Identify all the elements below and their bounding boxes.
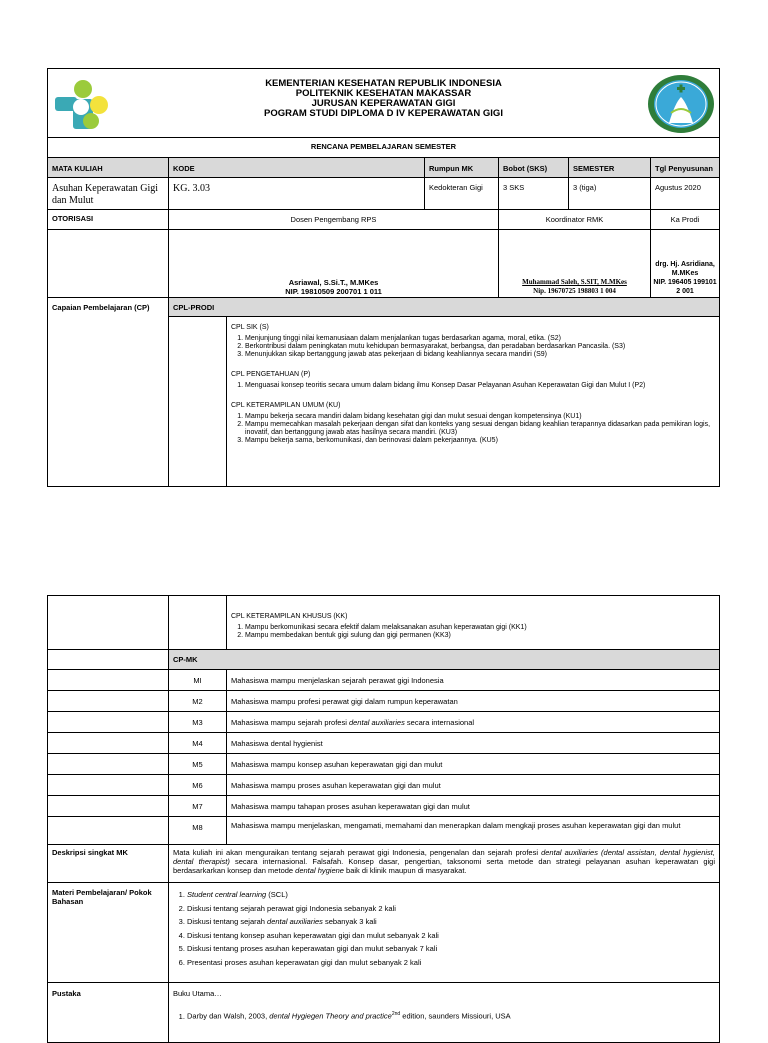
page-1 [0, 0, 768, 490]
text: secara internasional. Falsafah. Konsep dasar, pengertian, taksonomi serta metode dan strategi pelayanan asuhan keperawatan gigi berdasarkarkan konsep dan metode [173, 857, 715, 875]
label-materi: Materi Pembelajaran/ Pokok Bahasan [48, 883, 169, 983]
left-spacer [48, 691, 169, 712]
label-rumpun: Rumpun MK [425, 158, 499, 178]
text: Darby dan Walsh, 2003, [187, 1011, 270, 1021]
cpmk-text: Mahasiswa dental hygienist [227, 733, 720, 754]
cpl-kk-title: CPL KETERAMPILAN KHUSUS (KK) [231, 613, 348, 620]
text: dental Hygiegen Theory and practice [269, 1011, 392, 1021]
text: baik di klinik maupun di masyarakat. [343, 866, 467, 875]
label-deskripsi: Deskripsi singkat MK [48, 845, 169, 883]
label-kode: KODE [169, 158, 425, 178]
text: sebanyak 3 kali [322, 917, 377, 926]
cp-spacer [169, 317, 227, 487]
cpmk-code: M7 [169, 796, 227, 817]
left-spacer [48, 670, 169, 691]
text: secara internasional [404, 718, 475, 727]
cpl-ku-list [231, 413, 715, 445]
cpl-ku-title: CPL KETERAMPILAN UMUM (KU) [231, 402, 341, 409]
cpmk-code: M5 [169, 754, 227, 775]
left-spacer [48, 733, 169, 754]
mid-spacer [169, 596, 227, 650]
role-dosen: Dosen Pengembang RPS [169, 210, 499, 230]
left-spacer [48, 754, 169, 775]
value-semester: 3 (tiga) [569, 178, 651, 210]
cpmk-heading: CP-MK [169, 650, 720, 670]
institution-header [48, 69, 720, 138]
list-item: 2. Mampu memecahkan masalah pekerjaan dengan sifat dan konteks yang sesuai dengan bidang keahlian terapannya didasarkan pada pemikiran logis, inovatif, dan bertanggung jawab atas hasilnya secara mandiri. (KU3) [245, 421, 715, 437]
otorisasi-spacer [48, 230, 169, 298]
left-spacer [48, 817, 169, 845]
signer-name-2: Muhammad Saleh, S.SIT, M.MKes [522, 278, 627, 286]
list-item: 1. Mampu bekerja secara mandiri dalam bidang kesehatan gigi dan mulut sesuai dengan kompetensinya (KU1) [245, 413, 715, 421]
deskripsi-text [169, 845, 720, 883]
cpmk-code: M8 [169, 817, 227, 845]
list-item: 2. Mampu membedakan bentuk gigi sulung dan gigi permanen (KK3) [245, 632, 715, 640]
list-item: 6. Presentasi proses asuhan keperawatan gigi dan mulut sebanyak 2 kali [187, 956, 715, 970]
value-bobot: 3 SKS [499, 178, 569, 210]
cpmk-code: M3 [169, 712, 227, 733]
label-mata-kuliah: MATA KULIAH [48, 158, 169, 178]
value-mata-kuliah: Asuhan Keperawatan Gigi dan Mulut [48, 178, 169, 210]
rps-continuation-table [47, 595, 720, 1043]
doc-title: RENCANA PEMBELAJARAN SEMESTER [48, 138, 720, 158]
label-tgl: Tgl Penyusunan [651, 158, 720, 178]
institution-name [48, 79, 719, 119]
signer-nip-2: Nip. 19670725 198803 1 004 [533, 287, 616, 295]
left-spacer [48, 650, 169, 670]
header-line-2: POLITEKNIK KESEHATAN MAKASSAR [295, 88, 472, 99]
value-kode: KG. 3.03 [169, 178, 425, 210]
text: dental auxiliaries [348, 718, 405, 727]
text: Student central learning [187, 890, 267, 899]
role-kaprodi: Ka Prodi [651, 210, 720, 230]
label-cp: Capaian Pembelajaran (CP) [48, 298, 169, 487]
text: 2nd [391, 1011, 401, 1017]
signature-dosen [169, 230, 499, 298]
list-item: 3. Mampu bekerja sama, berkomunikasi, dan berinovasi dalam pekerjaannya. (KU5) [245, 437, 715, 445]
cpmk-text: Mahasiswa mampu profesi perawat gigi dalam rumpun keperawatan [227, 691, 720, 712]
pustaka-utama: Buku Utama… [173, 989, 222, 998]
signature-koordinator [499, 230, 651, 298]
list-item: 2. Diskusi tentang sejarah perawat gigi Indonesia sebanyak 2 kali [187, 902, 715, 916]
cpl-content-1 [227, 317, 720, 487]
list-item: 1. Menguasai konsep teoritis secara umum dalam bidang ilmu Konsep Dasar Pelayanan Asuhan Keperawatan Gigi dan Mulut I (P2) [245, 382, 715, 390]
role-koordinator: Koordinator RMK [499, 210, 651, 230]
left-spacer [48, 712, 169, 733]
cpl-sik-title: CPL SIK (S) [231, 324, 269, 331]
signer-nip-1: NIP. 19810509 200701 1 011 [285, 287, 382, 296]
pustaka-cell [169, 983, 720, 1043]
value-tgl: Agustus 2020 [651, 178, 720, 210]
text: edition, saunders Missiouri, USA [400, 1011, 511, 1021]
signer-name-3: drg. Hj. Asridiana, M.MKes [655, 261, 715, 277]
cpmk-text [227, 712, 720, 733]
text: dental auxiliaries (dental assistan, dental hygienist, dental therapist) [173, 848, 715, 866]
cpmk-code: M6 [169, 775, 227, 796]
list-item: 5. Diskusi tentang proses asuhan keperawatan gigi dan mulut sebanyak 7 kali [187, 942, 715, 956]
list-item: 1. Mampu berkomunikasi secara efektif dalam melaksanakan asuhan keperawatan gigi (KK1) [245, 624, 715, 632]
list-item: 3. Menunjukkan sikap bertanggung jawab atas pekerjaan di bidang keahliannya secara mandiri (S9) [245, 351, 715, 359]
text: Diskusi tentang sejarah [187, 917, 268, 926]
poltekkes-seal-icon [645, 73, 717, 135]
cpl-prodi-heading: CPL-PRODI [169, 298, 720, 317]
text: Mata kuliah ini akan menguraikan tentang sejarah perawat gigi Indonesia, pengenalan dan sejarah profesi [173, 848, 542, 857]
cpmk-code: MI [169, 670, 227, 691]
text: Mahasiswa mampu sejarah profesi [231, 718, 349, 727]
cpl-kk-list [231, 624, 715, 640]
page-2 [0, 590, 768, 1024]
header-line-4: POGRAM STUDI DIPLOMA D IV KEPERAWATAN GIGI [264, 108, 503, 119]
value-rumpun: Kedokteran Gigi [425, 178, 499, 210]
cpl-sik-list [231, 335, 715, 359]
list-item [187, 915, 715, 929]
pustaka-list [173, 1010, 715, 1021]
label-otorisasi: OTORISASI [48, 210, 169, 230]
label-pustaka: Pustaka [48, 983, 169, 1043]
header-line-1: KEMENTERIAN KESEHATAN REPUBLIK INDONESIA [265, 78, 502, 89]
left-spacer [48, 775, 169, 796]
cpmk-text: Mahasiswa mampu menjelaskan, mengamati, memahami dan menerapkan dalam mengkaji proses asuhan keperawatan gigi dan mulut [227, 817, 720, 845]
signature-kaprodi [651, 230, 720, 298]
signer-nip-3: NIP. 196405 199101 2 001 [653, 279, 717, 295]
text: dental auxiliaries [267, 917, 323, 926]
label-semester: SEMESTER [569, 158, 651, 178]
cpmk-code: M2 [169, 691, 227, 712]
rps-header-table [47, 68, 720, 487]
list-item: 4. Diskusi tentang konsep asuhan keperawatan gigi dan mulut sebanyak 2 kali [187, 929, 715, 943]
cpmk-code: M4 [169, 733, 227, 754]
left-spacer [48, 596, 169, 650]
list-item [187, 888, 715, 902]
cpl-p-list [231, 382, 715, 390]
materi-list-cell [169, 883, 720, 983]
list-item: 2. Berkontribusi dalam peningkatan mutu kehidupan bermasyarakat, berbangsa, dan peradaban berdasarkan Pancasila. (S3) [245, 343, 715, 351]
header-line-3: JURUSAN KEPERAWATAN GIGI [311, 98, 456, 109]
text: dental hygiene [295, 866, 344, 875]
cpmk-text: Mahasiswa mampu menjelaskan sejarah perawat gigi Indonesia [227, 670, 720, 691]
cpmk-text: Mahasiswa mampu tahapan proses asuhan keperawatan gigi dan mulut [227, 796, 720, 817]
cpmk-text: Mahasiswa mampu konsep asuhan keperawatan gigi dan mulut [227, 754, 720, 775]
text: (SCL) [266, 890, 288, 899]
list-item: 1. Menjunjung tinggi nilai kemanusiaan dalam menjalankan tugas berdasarkan agama, moral, etika. (S2) [245, 335, 715, 343]
cpl-content-2 [227, 596, 720, 650]
materi-list [173, 888, 715, 969]
cpl-p-title: CPL PENGETAHUAN (P) [231, 371, 311, 378]
signer-name-1: Asriawal, S.Si.T., M.MKes [288, 278, 379, 287]
left-spacer [48, 796, 169, 817]
label-bobot: Bobot (SKS) [499, 158, 569, 178]
cpmk-text: Mahasiswa mampu proses asuhan keperawatan gigi dan mulut [227, 775, 720, 796]
list-item [187, 1010, 715, 1021]
